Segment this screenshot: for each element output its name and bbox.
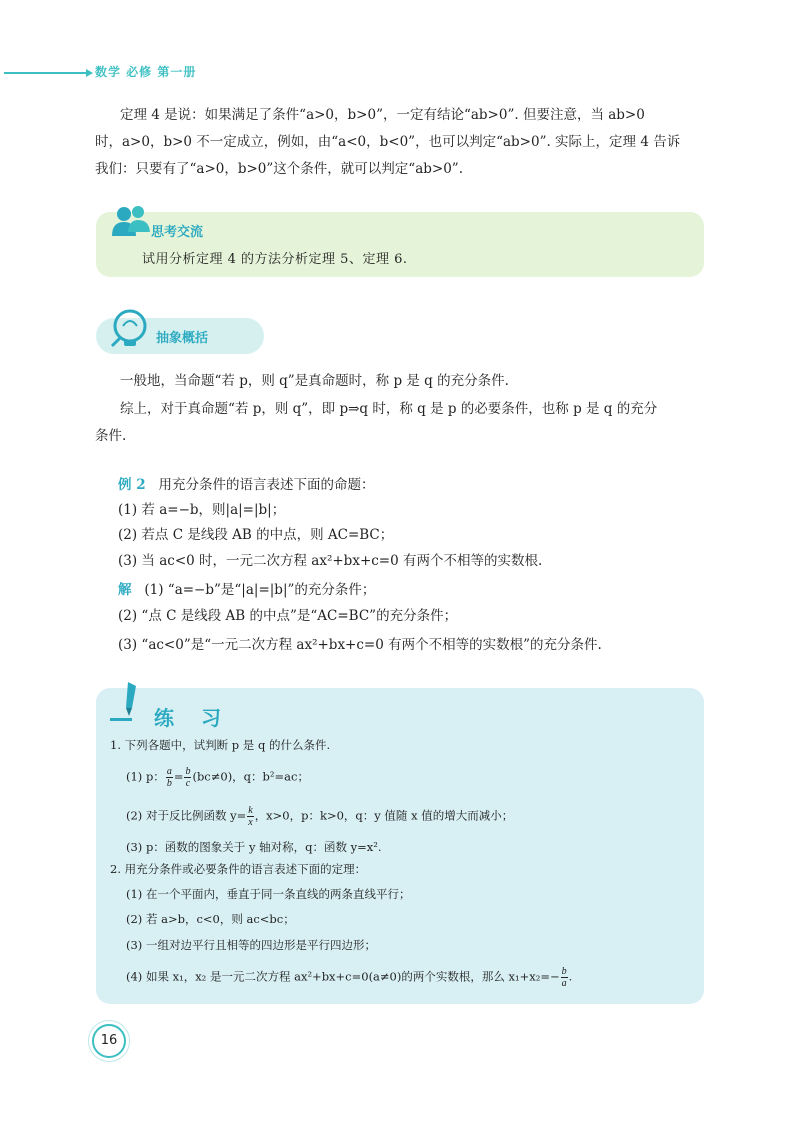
page-number: 16 <box>92 1024 126 1058</box>
q1-2-fraction-k-x: $\frac{k}{x}$ <box>248 805 253 828</box>
abstract-line-2: 综上，对于真命题“若 p，则 q”，即 p⇒q 时，称 q 是 p 的必要条件，也称 p 是 q 的充分 <box>120 401 658 417</box>
solution-label: 解 <box>118 582 132 598</box>
practice-q2-1: (1) 在一个平面内，垂直于同一条直线的两条直线平行； <box>126 887 411 901</box>
practice-q1-2 <box>126 805 513 828</box>
solution-1-text: (1) “a=−b”是“|a|=|b|”的充分条件； <box>144 582 376 598</box>
q1-1-fraction-b-c: $\frac{b}{c}$ <box>185 766 191 789</box>
think-discuss-title: 思考交流 <box>151 225 204 240</box>
practice-q2: 2. 用充分条件或必要条件的语言表述下面的定理： <box>110 862 367 876</box>
q1-1-prefix: (1) p： <box>126 769 165 784</box>
think-discuss-box <box>96 212 704 277</box>
q1-2-prefix: (2) 对于反比例函数 y= <box>126 808 247 823</box>
header-arrow-icon <box>86 69 93 77</box>
running-header: 数学 必修 第一册 <box>95 65 197 79</box>
solution-line-1 <box>118 578 708 602</box>
abstract-summary-title: 抽象概括 <box>156 331 209 346</box>
example-item-1: (1) 若 a=−b，则|a|=|b|； <box>118 502 286 518</box>
practice-box <box>96 688 704 1004</box>
q2-4-fraction-b-a: $\frac{b}{a}$ <box>561 966 567 989</box>
practice-title: 练 习 <box>154 706 231 730</box>
theorem-line-2: 时，a>0，b>0 不一定成立，例如，由“a<0，b<0”，也可以判定“ab>0”. 实际上，定理 4 告诉 <box>95 134 681 150</box>
header-rule <box>4 72 88 74</box>
q2-4-prefix: (4) 如果 x₁，x₂ 是一元二次方程 ax²+bx+c=0(a≠0)的两个实数根，那么 x₁+x₂=− <box>126 969 560 984</box>
abstract-line-1: 一般地，当命题“若 p，则 q”是真命题时，称 p 是 q 的充分条件. <box>120 373 509 389</box>
practice-q1: 1. 下列各题中，试判断 p 是 q 的什么条件. <box>110 738 331 752</box>
theorem-line-3: 我们：只要有了“a>0，b>0”这个条件，就可以判定“ab>0”. <box>95 161 463 177</box>
example-item-3: (3) 当 ac<0 时，一元二次方程 ax²+bx+c=0 有两个不相等的实数根. <box>118 553 543 569</box>
practice-q2-3: (3) 一组对边平行且相等的四边形是平行四边形； <box>126 938 376 952</box>
q1-2-suffix: ，x>0，p：k>0，q：y 值随 x 值的增大而减小； <box>254 808 514 823</box>
q2-4-suffix: . <box>568 969 573 984</box>
practice-q1-1: (1) p： $\frac{a}{b}$ = $\frac{b}{c}$ (bc≠0)，q：b²=ac； <box>126 766 309 789</box>
example-item-2: (2) 若点 C 是线段 AB 的中点，则 AC=BC； <box>118 527 394 543</box>
practice-q2-2: (2) 若 a>b，c<0，则 ac<bc； <box>126 912 295 926</box>
people-icon <box>110 204 152 242</box>
pen-icon <box>108 680 148 728</box>
lightbulb-icon <box>108 308 150 356</box>
q1-1-fraction-a-b: $\frac{a}{b}$ <box>166 766 172 789</box>
abstract-summary-banner <box>96 318 264 354</box>
theorem-line-1: 定理 4 是说：如果满足了条件“a>0，b>0”，一定有结论“ab>0”. 但要注意，当 ab>0 <box>120 107 645 123</box>
abstract-line-3: 条件. <box>95 428 127 444</box>
solution-line-3: (3) “ac<0”是“一元二次方程 ax²+bx+c=0 有两个不相等的实数根”的充分条件. <box>118 637 602 653</box>
example-intro-text: 用充分条件的语言表述下面的命题： <box>158 477 375 493</box>
solution-line-2: (2) “点 C 是线段 AB 的中点”是“AC=BC”的充分条件； <box>118 608 458 624</box>
practice-q1-3: (3) p：函数的图象关于 y 轴对称，q：函数 y=x². <box>126 840 382 854</box>
practice-q2-4 <box>126 966 572 989</box>
q1-1-suffix: (bc≠0)，q：b²=ac； <box>192 769 309 784</box>
example-intro <box>118 473 708 497</box>
think-discuss-text: 试用分析定理 4 的方法分析定理 5、定理 6. <box>142 252 408 267</box>
example-label: 例 2 <box>118 477 146 493</box>
